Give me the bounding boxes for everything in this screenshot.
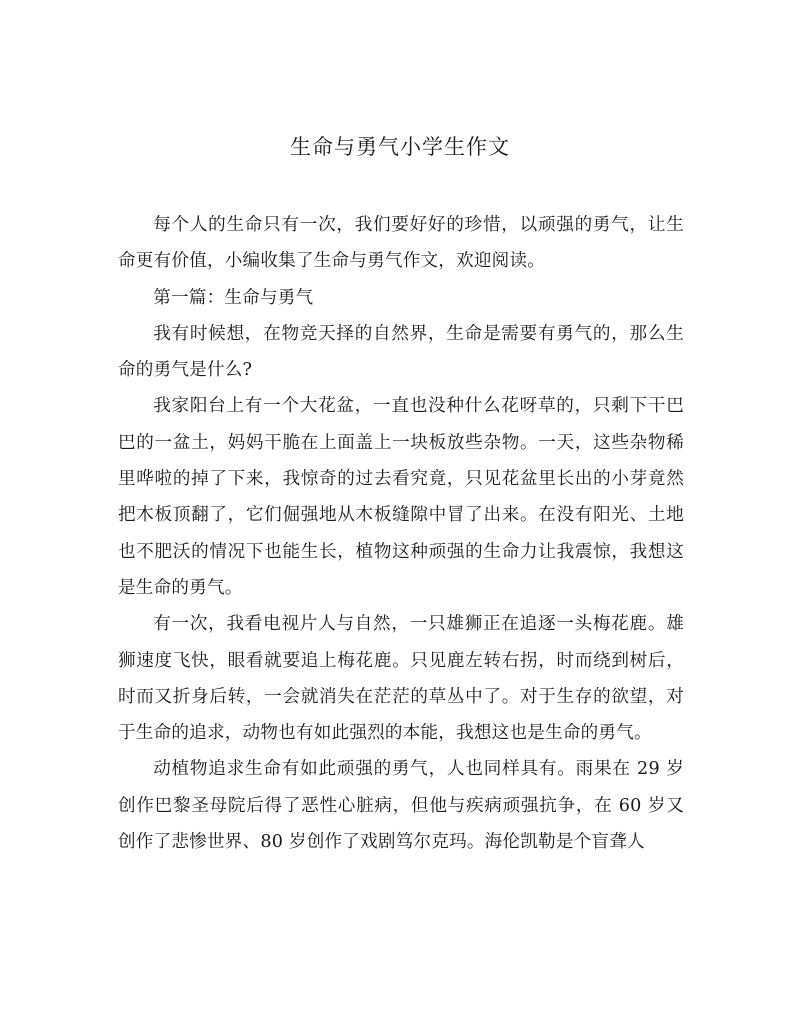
document-title: 生命与勇气小学生作文 <box>290 135 510 159</box>
paragraph-animal: 有一次，我看电视片人与自然，一只雄狮正在追逐一头梅花鹿。雄狮速度飞快，眼看就要追上梅花鹿。只见鹿左转右拐，时而绕到树后，时而又折身后转，一会就消失在茫茫的草丛中了。对于生存的欲望，对于生命的追求，动物也有如此强烈的本能，我想这也是生命的勇气。 <box>118 614 684 744</box>
paragraph-plant: 我家阳台上有一个大花盆，一直也没种什么花呀草的，只剩下干巴巴的一盆土，妈妈干脆在上面盖上一块板放些杂物。一天，这些杂物稀里哗啦的掉了下来，我惊奇的过去看究竟，只见花盆里长出的小芽竟然把木板顶翻了，它们倔强地从木板缝隙中冒了出来。在没有阳光、土地也不肥沃的情况下也能生长，植物这种顽强的生命力让我震惊，我想这是生命的勇气。 <box>118 396 684 598</box>
section-heading: 第一篇：生命与勇气 <box>153 287 314 308</box>
paragraph-question: 我有时候想，在物竞天择的自然界，生命是需要有勇气的，那么生命的勇气是什么? <box>118 323 684 381</box>
paragraph-people: 动植物追求生命有如此顽强的勇气，人也同样具有。雨果在 29 岁创作巴黎圣母院后得了恶性心脏病，但他与疾病顽强抗争，在 60 岁又创作了悲惨世界、80 岁创作了戏剧笃尔克玛。海伦凯勒是个盲聋人 <box>118 759 684 853</box>
document-body <box>118 207 684 860</box>
paragraph-intro: 每个人的生命只有一次，我们要好好的珍惜，以顽强的勇气，让生命更有价值，小编收集了生命与勇气作文，欢迎阅读。 <box>118 215 684 272</box>
